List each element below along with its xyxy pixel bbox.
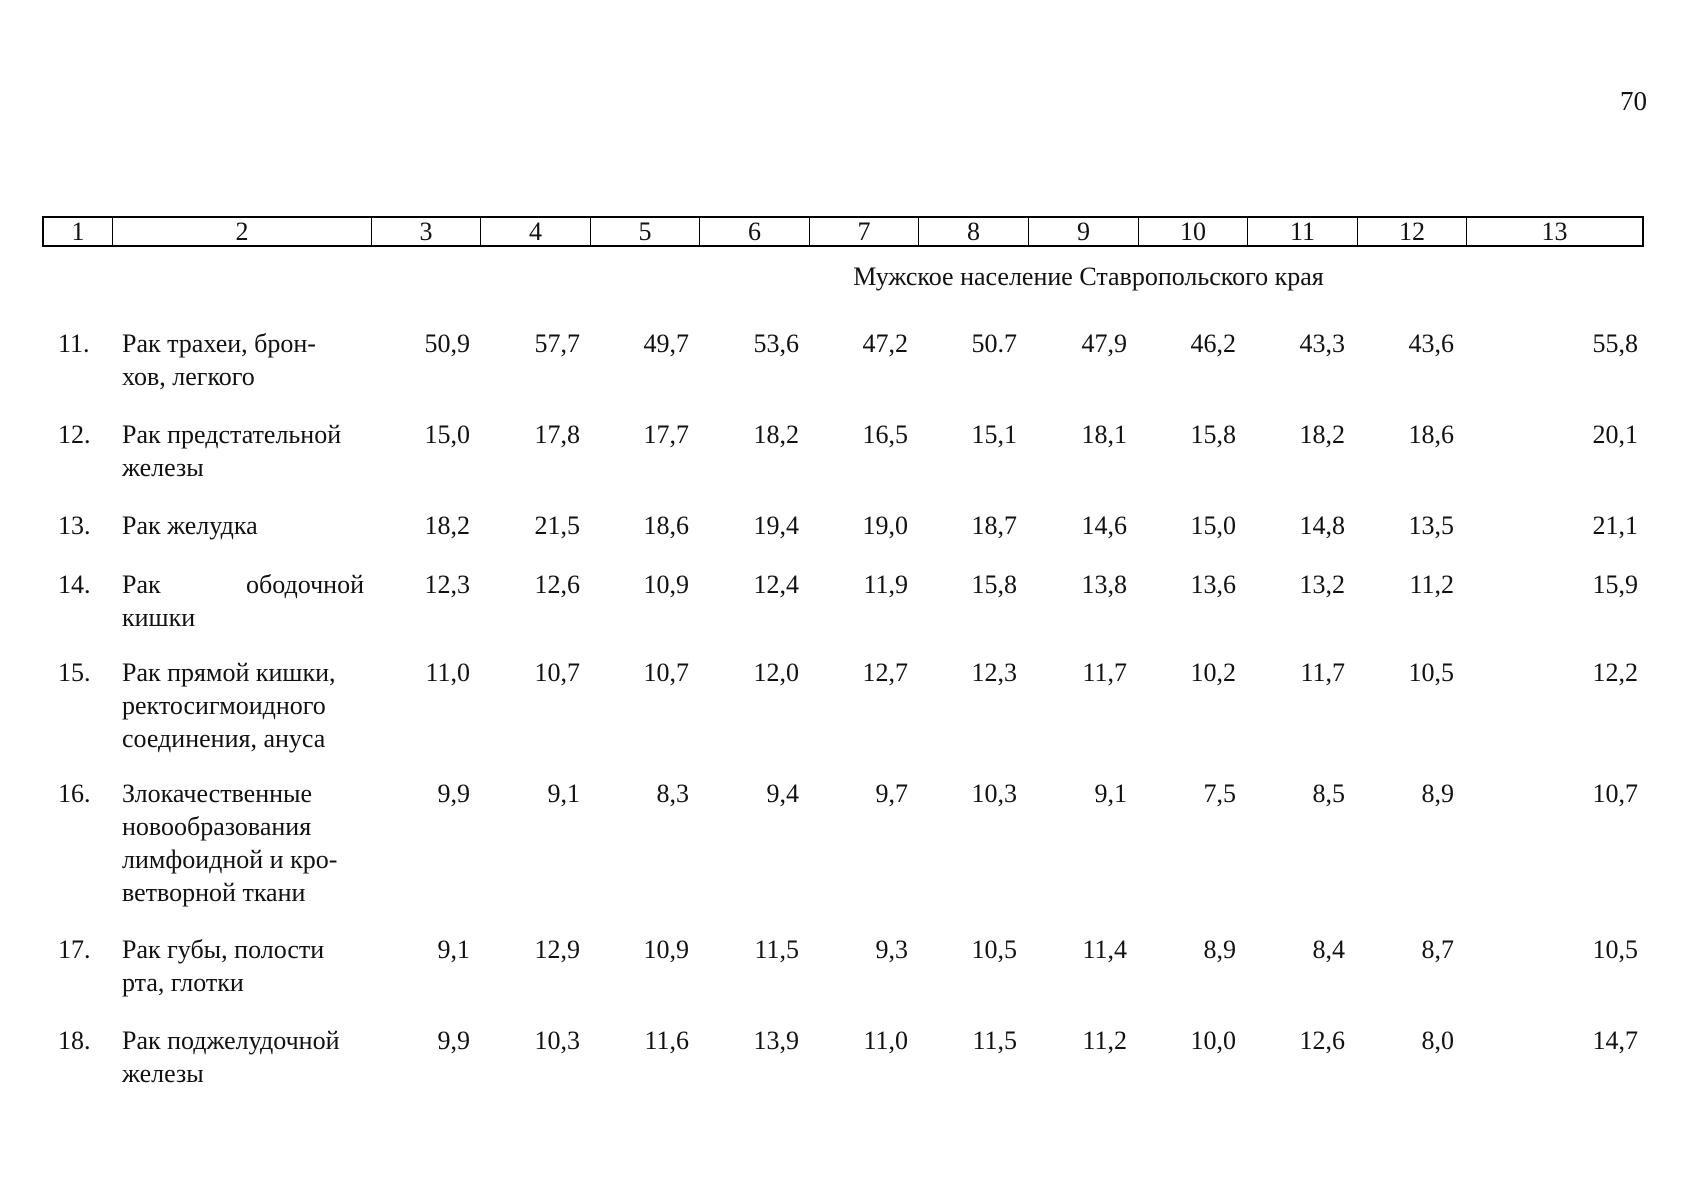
row-number: 18.: [58, 1026, 91, 1055]
value-cell-col-8: 15,8: [971, 570, 1017, 599]
value-cell-col-10: 10,2: [1190, 658, 1236, 687]
value-cell-col-8: 12,3: [971, 658, 1017, 687]
row-label-line: соединения, ануса: [122, 724, 326, 753]
value-cell-col-9: 11,7: [1082, 658, 1127, 687]
value-cell-col-3: 9,9: [437, 779, 470, 808]
header-cell-9: 9: [1029, 218, 1139, 245]
value-cell-col-9: 18,1: [1081, 420, 1127, 449]
value-cell-col-13: 15,9: [1592, 570, 1638, 599]
row-number: 13.: [58, 511, 91, 540]
row-label-line: кишки: [122, 603, 196, 632]
value-cell-col-11: 8,4: [1312, 935, 1345, 964]
row-label-line: Рак поджелудочной: [122, 1026, 340, 1055]
value-cell-col-6: 18,2: [753, 420, 799, 449]
value-cell-col-7: 11,9: [863, 570, 908, 599]
row-label: [122, 1024, 364, 1090]
header-cell-5: 5: [591, 218, 700, 245]
value-cell-col-3: 9,9: [437, 1026, 470, 1055]
header-cell-13: 13: [1541, 217, 1568, 246]
value-cell-col-10: 7,5: [1203, 779, 1236, 808]
page-number: 70: [1620, 86, 1647, 116]
value-cell-col-7: 12,7: [862, 658, 908, 687]
value-cell-col-4: 12,9: [534, 935, 580, 964]
table-header-row: [42, 216, 1644, 247]
row-label-line: ректосигмоидного: [122, 691, 326, 720]
value-cell-col-6: 12,4: [753, 570, 799, 599]
value-cell-col-5: 8,3: [656, 779, 689, 808]
row-label: [122, 509, 364, 542]
value-cell-col-5: 49,7: [643, 329, 689, 358]
row-label-line: рта, глотки: [122, 968, 244, 997]
value-cell-col-8: 11,5: [972, 1026, 1017, 1055]
row-label-line: хов, легкого: [122, 362, 255, 391]
value-cell-col-12: 43,6: [1408, 329, 1454, 358]
value-cell-col-6: 19,4: [753, 511, 799, 540]
header-cell-12: 12: [1358, 218, 1467, 245]
header-cell-1: 1: [44, 218, 113, 245]
value-cell-col-3: 9,1: [437, 935, 470, 964]
row-label: [122, 656, 364, 755]
value-cell-col-13: 21,1: [1592, 511, 1638, 540]
row-label-line: Рак трахеи, брон-: [122, 329, 316, 358]
value-cell-col-12: 13,5: [1408, 511, 1454, 540]
header-cell-2: 2: [113, 218, 372, 245]
value-cell-col-4: 9,1: [547, 779, 580, 808]
value-cell-col-3: 50,9: [424, 329, 470, 358]
row-label: [122, 568, 364, 634]
value-cell-col-5: 18,6: [643, 511, 689, 540]
value-cell-col-4: 57,7: [534, 329, 580, 358]
value-cell-col-12: 10,5: [1408, 658, 1454, 687]
value-cell-col-3: 11,0: [425, 658, 470, 687]
value-cell-col-13: 10,5: [1592, 935, 1638, 964]
value-cell-col-7: 9,3: [875, 935, 908, 964]
row-label-line: Рак предстательной: [122, 420, 342, 449]
value-cell-col-4: 12,6: [534, 570, 580, 599]
row-label-line: Рак прямой кишки,: [122, 658, 336, 687]
value-cell-col-7: 11,0: [863, 1026, 908, 1055]
value-cell-col-7: 16,5: [862, 420, 908, 449]
value-cell-col-5: 10,9: [643, 935, 689, 964]
section-title: Мужское население Ставропольского края: [853, 262, 1324, 291]
value-cell-col-6: 12,0: [753, 658, 799, 687]
row-label: [122, 933, 364, 999]
row-number: 14.: [58, 570, 91, 599]
row-label-line: Рак ободочной: [122, 570, 364, 599]
row-number: 12.: [58, 420, 91, 449]
value-cell-col-9: 11,2: [1082, 1026, 1127, 1055]
row-label: [122, 327, 364, 393]
row-number: 17.: [58, 935, 91, 964]
value-cell-col-12: 8,0: [1421, 1026, 1454, 1055]
value-cell-col-4: 17,8: [534, 420, 580, 449]
value-cell-col-12: 11,2: [1409, 570, 1454, 599]
value-cell-col-8: 10,5: [971, 935, 1017, 964]
header-cell-10: 10: [1139, 218, 1248, 245]
value-cell-col-10: 15,0: [1190, 511, 1236, 540]
header-cell-4: 4: [481, 218, 591, 245]
value-cell-col-11: 43,3: [1299, 329, 1345, 358]
value-cell-col-9: 47,9: [1081, 329, 1127, 358]
value-cell-col-8: 50.7: [971, 329, 1017, 358]
row-label-line: лимфоидной и кро-: [122, 845, 338, 874]
value-cell-col-10: 8,9: [1203, 935, 1236, 964]
value-cell-col-8: 10,3: [971, 779, 1017, 808]
row-label-line: ветворной ткани: [122, 878, 306, 907]
value-cell-col-6: 9,4: [766, 779, 799, 808]
value-cell-col-4: 10,3: [534, 1026, 580, 1055]
row-number: 11.: [58, 329, 90, 358]
value-cell-col-8: 18,7: [971, 511, 1017, 540]
header-cell-11: 11: [1248, 218, 1358, 245]
value-cell-col-13: 55,8: [1592, 329, 1638, 358]
row-label: [122, 418, 364, 484]
value-cell-col-9: 9,1: [1094, 779, 1127, 808]
value-cell-col-4: 10,7: [534, 658, 580, 687]
value-cell-col-5: 17,7: [643, 420, 689, 449]
value-cell-col-12: 8,7: [1421, 935, 1454, 964]
value-cell-col-13: 14,7: [1592, 1026, 1638, 1055]
value-cell-col-9: 11,4: [1082, 935, 1127, 964]
value-cell-col-9: 13,8: [1081, 570, 1127, 599]
value-cell-col-10: 15,8: [1190, 420, 1236, 449]
value-cell-col-11: 8,5: [1312, 779, 1345, 808]
row-label-line: Злокачественные: [122, 779, 313, 808]
value-cell-col-5: 11,6: [644, 1026, 689, 1055]
value-cell-col-3: 15,0: [424, 420, 470, 449]
value-cell-col-11: 11,7: [1300, 658, 1345, 687]
value-cell-col-5: 10,7: [643, 658, 689, 687]
value-cell-col-13: 10,7: [1592, 779, 1638, 808]
value-cell-col-13: 12,2: [1592, 658, 1638, 687]
value-cell-col-5: 10,9: [643, 570, 689, 599]
row-label: [122, 777, 364, 909]
value-cell-col-10: 10,0: [1190, 1026, 1236, 1055]
header-cell-7: 7: [810, 218, 919, 245]
value-cell-col-12: 8,9: [1421, 779, 1454, 808]
row-label-line: железы: [122, 453, 204, 482]
value-cell-col-3: 12,3: [424, 570, 470, 599]
value-cell-col-13: 20,1: [1592, 420, 1638, 449]
row-label-line: новообразования: [122, 812, 312, 841]
value-cell-col-11: 12,6: [1299, 1026, 1345, 1055]
value-cell-col-3: 18,2: [424, 511, 470, 540]
value-cell-col-7: 9,7: [875, 779, 908, 808]
value-cell-col-9: 14,6: [1081, 511, 1127, 540]
value-cell-col-11: 13,2: [1299, 570, 1345, 599]
value-cell-col-11: 14,8: [1299, 511, 1345, 540]
value-cell-col-12: 18,6: [1408, 420, 1454, 449]
value-cell-col-4: 21,5: [534, 511, 580, 540]
value-cell-col-6: 13,9: [753, 1026, 799, 1055]
row-number: 15.: [58, 658, 91, 687]
value-cell-col-7: 19,0: [862, 511, 908, 540]
value-cell-col-7: 47,2: [862, 329, 908, 358]
row-label-line: Рак желудка: [122, 511, 258, 540]
header-cell-8: 8: [919, 218, 1029, 245]
row-label-line: Рак губы, полости: [122, 935, 325, 964]
header-cell-3: 3: [372, 218, 481, 245]
value-cell-col-10: 46,2: [1190, 329, 1236, 358]
row-number: 16.: [58, 779, 91, 808]
value-cell-col-6: 53,6: [753, 329, 799, 358]
value-cell-col-8: 15,1: [971, 420, 1017, 449]
header-cell-6: 6: [700, 218, 810, 245]
value-cell-col-6: 11,5: [754, 935, 799, 964]
value-cell-col-10: 13,6: [1190, 570, 1236, 599]
value-cell-col-11: 18,2: [1299, 420, 1345, 449]
row-label-line: железы: [122, 1059, 204, 1088]
